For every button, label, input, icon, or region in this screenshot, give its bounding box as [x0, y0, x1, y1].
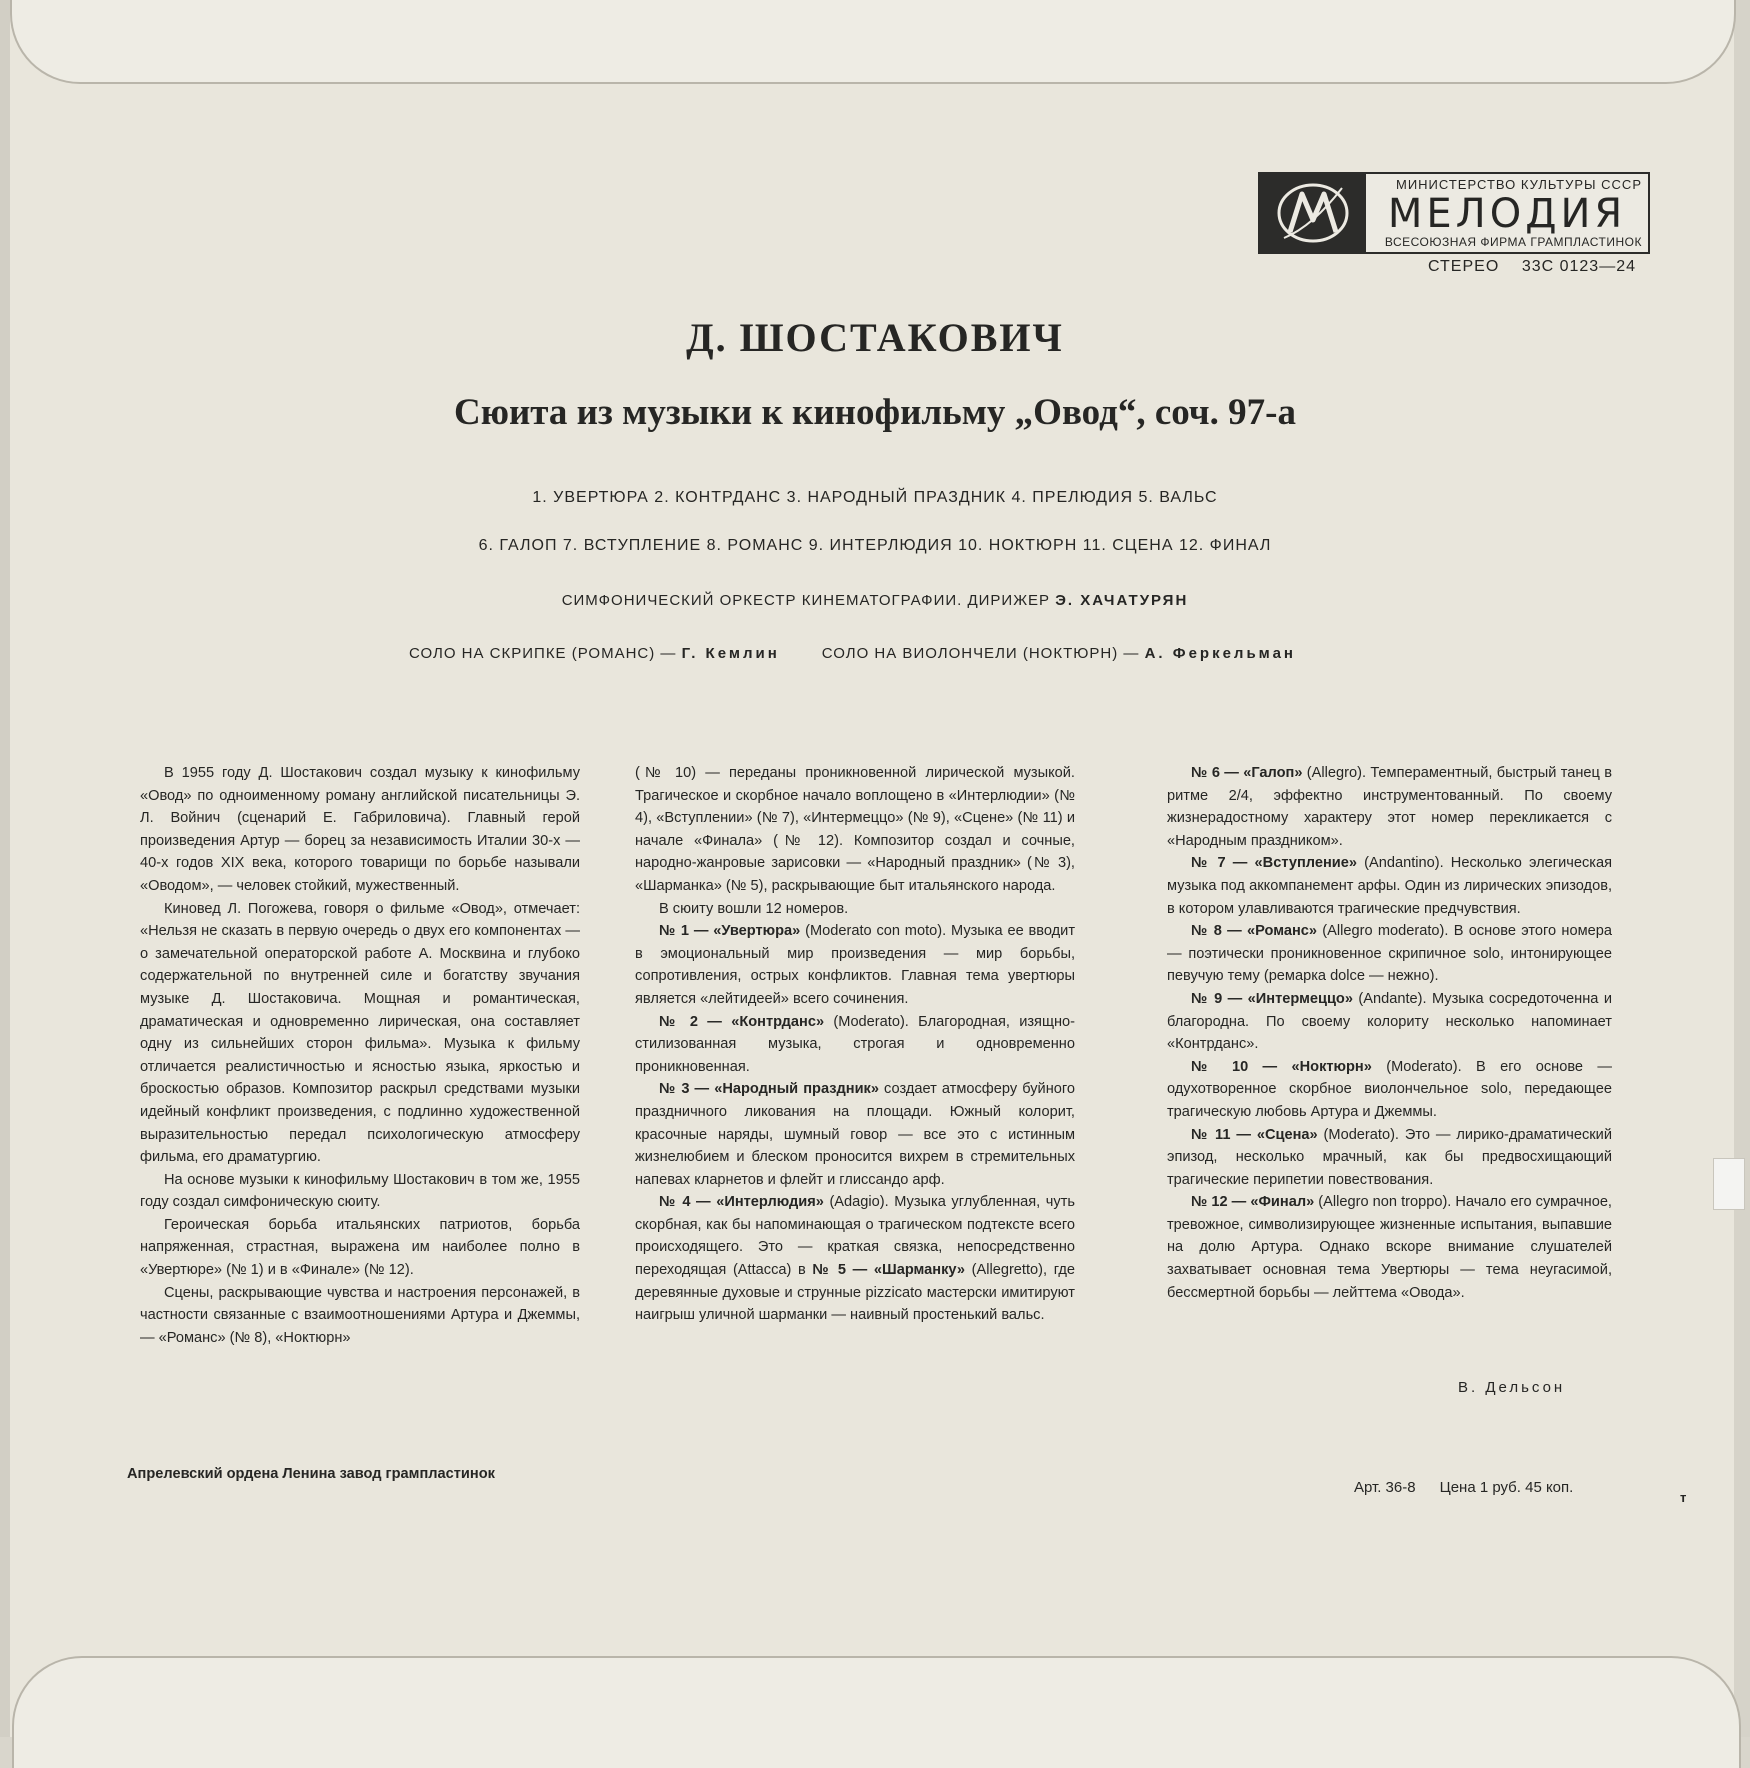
composer-name: Д. ШОСТАКОВИЧ — [686, 315, 1064, 360]
track-title: «Финал» — [1250, 1194, 1315, 1211]
liner-notes-column-3 — [1167, 762, 1612, 1304]
track-description — [1167, 920, 1612, 988]
factory-name: Апрелевский ордена Ленина завод грампластинок — [127, 1466, 495, 1482]
melodiya-logo — [1258, 172, 1650, 254]
release-info — [1428, 258, 1636, 276]
track-title: «Галоп» — [1243, 765, 1303, 781]
sleeve-right-edge — [1734, 0, 1750, 1737]
track-title: «Вступление» — [1254, 855, 1357, 872]
liner-notes-column-2 — [635, 762, 1075, 1327]
logo-firm: ВСЕСОЮЗНАЯ ФИРМА ГРАМПЛАСТИНОК — [1384, 235, 1642, 249]
melodiya-logo-icon — [1260, 174, 1366, 252]
track-number: № 12 — — [1191, 1194, 1247, 1211]
track-list-line-1: 1. УВЕРТЮРА 2. КОНТРДАНС 3. НАРОДНЫЙ ПРАЗДНИК 4. ПРЕЛЮДИЯ 5. ВАЛЬС — [532, 489, 1218, 506]
track-number: № 8 — — [1191, 923, 1242, 940]
track-description — [1167, 1056, 1612, 1124]
track-description — [1167, 852, 1612, 920]
track-title: «Интерлюдия» — [716, 1194, 824, 1211]
sleeve-left-edge — [0, 0, 10, 1737]
track-description — [635, 1078, 1075, 1191]
track-text: (Allegretto), где деревянные духовые и струнные pizzicato мастерски имитируют наигрыш уличной шарманки — наивный простенький вальс. — [635, 1262, 1076, 1324]
track-number: № 3 — — [659, 1081, 710, 1098]
logo-name: МЕЛОДИЯ — [1387, 190, 1627, 237]
track-number: № 1 — — [659, 923, 709, 940]
track-text: (Allegro non troppo). Начало его сумрачное, тревожное, символизирующее жизненные испытания, выпавшие на долю Артура. Однако вскоре внимание слушателей захватывает основная тема Увертюры — тема неугасимой, бессмертной борьбы — лейттема «Овода». — [1167, 1194, 1612, 1301]
logo-text — [1366, 174, 1648, 252]
track-title: «Контрданс» — [731, 1013, 825, 1030]
cello-solo-label: СОЛО НА ВИОЛОНЧЕЛИ (НОКТЮРН) — — [821, 645, 1140, 662]
track-text: (Moderato). Благородная, изящно-стилизованная музыка, строгая и одновременно проникновенная. — [635, 1013, 1076, 1075]
release-format: СТЕРЕО — [1428, 258, 1500, 275]
notes-paragraph: Киновед Л. Погожева, говоря о фильме «Овод», отмечает: «Нельзя не сказать в первую очередь о двух его компонентах — о замечательной операторской работе А. Москвина и глубоко содержательной по внутренней силе и богатству звучания музыке Д. Шостаковича. Мощная и романтическая, драматическая и одновременно лирическая, она составляет одну из сильнейших сторон фильма». Музыка к фильму отличается реалистичностью и ясностью языка, яркостью и броскостью образов. Композитор раскрыл средствами музыки идейный конфликт произведения, с подлинно художественной выразительностью передал психологическую атмосферу фильма, его драматургию. — [140, 900, 580, 1166]
track-number: № 2 — — [659, 1013, 722, 1030]
notes-paragraph: В 1955 году Д. Шостакович создал музыку к кинофильму «Овод» по одноименному роману английской писательницы Э. Л. Войнич (сценарий Е. Габриловича). Главный герой произведения Артур — борец за независимость Италии 30-х — 40-х годов XIX века, которого товарищи по борьбе называли «Оводом», — человек стойкий, мужественный. — [140, 765, 580, 894]
track-text: (Adagio). Музыка углубленная, чуть скорбная, как бы напоминающая о трагическом подтексте всего происходящего. Это — краткая связка, непосредственно переходящая (Attacca) в — [635, 1194, 1075, 1279]
track-description — [1167, 1124, 1612, 1192]
conductor-name: Э. ХАЧАТУРЯН — [1055, 592, 1189, 609]
notes-author: В. Дельсон — [1458, 1379, 1566, 1396]
violin-solo-label: СОЛО НА СКРИПКЕ (РОМАНС) — — [409, 645, 677, 662]
track-number: № 6 — — [1191, 765, 1239, 781]
track-title: «Интермеццо» — [1247, 990, 1353, 1007]
track-list-line-2: 6. ГАЛОП 7. ВСТУПЛЕНИЕ 8. РОМАНС 9. ИНТЕРЛЮДИЯ 10. НОКТЮРН 11. СЦЕНА 12. ФИНАЛ — [478, 537, 1272, 554]
sleeve-top-flap — [10, 0, 1736, 84]
track-title: «Ноктюрн» — [1291, 1058, 1372, 1075]
price-info — [1354, 1479, 1573, 1496]
track-description — [635, 920, 1075, 1010]
notes-paragraph: В сюиту вошли 12 номеров. — [659, 900, 849, 917]
track-title: «Народный праздник» — [714, 1081, 879, 1098]
track-text: (Moderato). В его основе — одухотворенное скорбное виолончельное solo, передающее трагическую любовь Артура и Джеммы. — [1167, 1058, 1612, 1120]
orchestra-credit — [0, 592, 1750, 609]
soloists-credit — [409, 645, 1409, 662]
notes-paragraph: На основе музыки к кинофильму Шостакович в том же, 1955 году создал симфоническую сюиту. — [140, 1171, 580, 1211]
track-number: № 4 — — [659, 1194, 711, 1211]
sticker-remnant — [1713, 1158, 1745, 1210]
print-mark: т — [1680, 1490, 1687, 1505]
notes-paragraph: Сцены, раскрывающие чувства и настроения персонажей, в частности связанные с взаимоотношениями Артура и Джеммы, — «Романс» (№ 8), «Ноктюрн» — [140, 1284, 580, 1346]
track-title: «Шарманку» — [873, 1262, 965, 1279]
track-text: (Moderato). Это — лирико-драматический эпизод, несколько мрачный, как бы предвосхищающий трагические перипетии повествования. — [1167, 1126, 1612, 1188]
track-text: (Andante). Музыка сосредоточенна и благородна. По своему колориту несколько напоминает «Контрданс». — [1167, 990, 1612, 1053]
cello-soloist-name: А. Феркельман — [1144, 645, 1296, 662]
logo-ministry: МИНИСТЕРСТВО КУЛЬТУРЫ СССР — [1396, 177, 1642, 192]
track-number: № 11 — — [1191, 1126, 1251, 1143]
notes-paragraph: (№ 10) — переданы проникновенной лирической музыкой. Трагическое и скорбное начало воплощено в «Интерлюдии» (№ 4), «Вступлении» (№ 7), «Интермеццо» (№ 9), «Сцене» (№ 11) и начале «Финала» (№ 12). Композитор создал и сочные, народно-жанровые зарисовки — «Народный праздник» (№ 3), «Шарманка» (№ 5), раскрывающие быт итальянского народа. — [635, 765, 1075, 894]
track-description — [635, 1191, 1075, 1327]
track-title: «Увертюра» — [713, 923, 801, 940]
article-number: Арт. 36-8 — [1354, 1479, 1416, 1496]
track-number: № 9 — — [1191, 990, 1243, 1007]
track-number: № 7 — — [1191, 855, 1248, 872]
track-title: «Романс» — [1247, 923, 1318, 940]
sleeve-bottom-flap — [12, 1656, 1741, 1768]
price-text: Цена 1 руб. 45 коп. — [1439, 1479, 1574, 1496]
track-number: № 10 — — [1191, 1058, 1278, 1075]
track-text: (Allegro). Темпераментный, быстрый танец в ритме 2/4, эффектно инструментованный. По своему жизнерадостному характеру этот номер перекликается с «Народным праздником». — [1167, 765, 1612, 849]
track-description — [1167, 988, 1612, 1056]
track-title: «Сцена» — [1256, 1126, 1318, 1143]
track-number: № 5 — — [812, 1262, 868, 1279]
track-text: (Andantino). Несколько элегическая музыка под аккомпанемент арфы. Один из лирических эпизодов, в котором улавливаются трагические предчувствия. — [1167, 855, 1612, 917]
catalog-number: 33С 0123—24 — [1521, 258, 1636, 275]
track-description — [635, 1011, 1075, 1079]
notes-paragraph: Героическая борьба итальянских патриотов, борьба напряженная, страстная, выражена им наиболее полно в «Увертюре» (№ 1) и в «Финале» (№ 12). — [140, 1216, 580, 1279]
track-text: создает атмосферу буйного праздничного ликования на площади. Южный колорит, красочные наряды, шумный говор — все это с истинным жизнелюбием и блеском проносится вихрем в стремительных напевах кларнетов и флейт и глиссандо арф. — [635, 1081, 1075, 1188]
work-title: Сюита из музыки к кинофильму „Овод“, соч. 97-а — [453, 392, 1296, 433]
liner-notes-column-1 — [140, 762, 580, 1349]
track-description — [1167, 762, 1612, 852]
track-text: (Moderato con moto). Музыка ее вводит в эмоциональный мир произведения — мир борьбы, сопротивления, острых конфликтов. Главная тема увертюры является «лейтидеей» всего сочинения. — [635, 923, 1076, 1007]
violin-soloist-name: Г. Кемлин — [681, 645, 780, 662]
orchestra-name: СИМФОНИЧЕСКИЙ ОРКЕСТР КИНЕМАТОГРАФИИ. ДИРИЖЕР — [561, 592, 1051, 609]
track-description — [1167, 1191, 1612, 1304]
track-text: (Allegro moderato). В основе этого номера — поэтически проникновенное скрипичное solo, интонирующее певучую тему (ремарка dolce — нежно). — [1167, 923, 1612, 985]
